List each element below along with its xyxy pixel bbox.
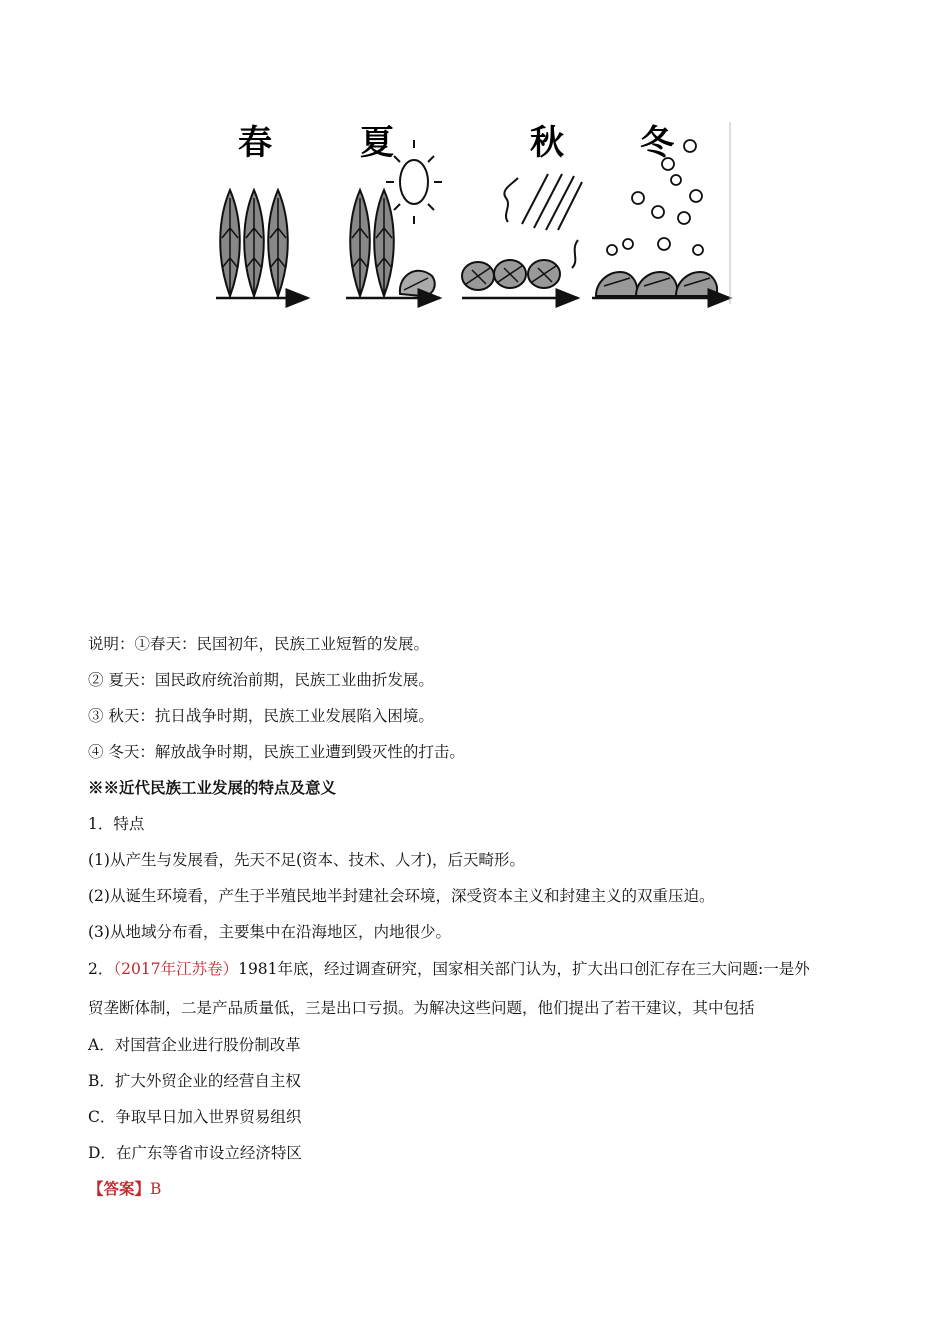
explanation-autumn: ③ 秋天：抗日战争时期，民族工业发展陷入困境。	[88, 707, 434, 725]
spring-leaves-icon	[220, 190, 288, 296]
winter-leaves-icon	[596, 272, 717, 296]
season-winter-label: 冬	[640, 123, 674, 163]
question-number: 2．	[88, 960, 114, 978]
section-heading: ※※近代民族工业发展的特点及意义	[88, 778, 337, 797]
option-a: A．对国营企业进行股份制改革	[88, 1036, 301, 1054]
feature-point-2: (2)从诞生环境看，产生于半殖民地半封建社会环境，深受资本主义和封建主义的双重压迫。	[88, 887, 715, 905]
explanation-intro: 说明：①春天：民国初年，民族工业短暂的发展。	[88, 635, 430, 653]
autumn-fallen-leaves-icon	[462, 260, 560, 290]
summer-leaves-icon	[350, 190, 435, 296]
explanation-winter: ④ 冬天：解放战争时期，民族工业遭到毁灭性的打击。	[88, 743, 465, 761]
seasons-illustration	[212, 118, 734, 308]
section-subheading: 1．特点	[88, 815, 145, 833]
question-stem-line1	[88, 958, 810, 980]
answer-tag: 【答案】	[88, 1179, 151, 1198]
season-autumn-label: 秋	[530, 123, 564, 163]
question-source: （2017年江苏卷）	[113, 960, 239, 978]
feature-point-3: (3)从地域分布看，主要集中在沿海地区，内地很少。	[88, 923, 451, 941]
option-b: B．扩大外贸企业的经营自主权	[88, 1072, 301, 1090]
feature-point-1: (1)从产生与发展看，先天不足(资本、技术、人才)，后天畸形。	[88, 851, 526, 869]
season-spring-label: 春	[238, 123, 272, 163]
question-stem-line2: 贸垄断体制，二是产品质量低，三是出口亏损。为解决这些问题，他们提出了若干建议，其中包括	[88, 999, 755, 1017]
option-c: C．争取早日加入世界贸易组织	[88, 1108, 302, 1126]
explanation-summer: ② 夏天：国民政府统治前期，民族工业曲折发展。	[88, 671, 434, 689]
wind-icon	[504, 174, 582, 268]
question-stem-text: 1981年底，经过调查研究，国家相关部门认为，扩大出口创汇存在三大问题:一是外	[238, 960, 810, 978]
answer-value: B	[150, 1180, 162, 1198]
option-d: D．在广东等省市设立经济特区	[88, 1144, 302, 1162]
answer-line	[88, 1178, 161, 1200]
season-summer-label: 夏	[360, 123, 394, 163]
sun-icon	[386, 140, 442, 224]
